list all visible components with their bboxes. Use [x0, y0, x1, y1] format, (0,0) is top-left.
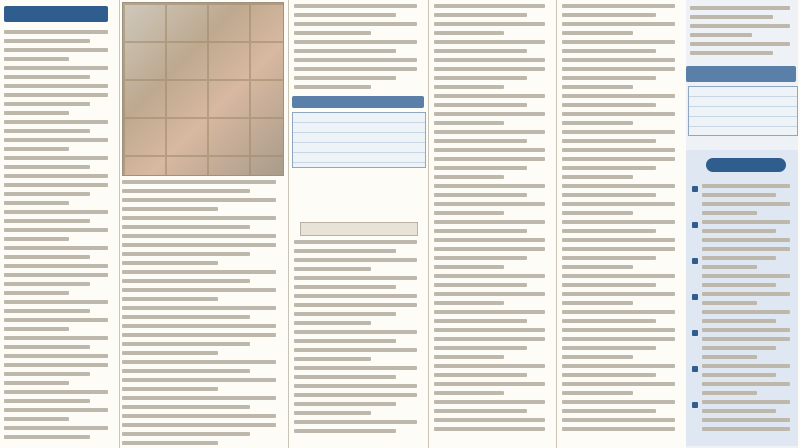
text-line — [4, 273, 108, 277]
text-line — [562, 175, 633, 179]
text-line — [562, 301, 633, 305]
text-line — [434, 166, 527, 170]
text-line — [434, 364, 545, 368]
text-line — [294, 4, 417, 8]
text-line — [562, 67, 675, 71]
text-line — [4, 336, 108, 340]
text-line — [294, 285, 396, 289]
text-line — [122, 261, 218, 265]
text-line — [294, 402, 396, 406]
column-3-text-bottom — [294, 240, 422, 438]
text-line — [434, 4, 545, 8]
text-line — [4, 237, 69, 241]
text-line — [562, 256, 656, 260]
text-line — [122, 324, 276, 328]
text-line — [4, 147, 69, 151]
text-line — [434, 184, 545, 188]
text-line — [294, 303, 417, 307]
text-line — [434, 328, 545, 332]
text-line — [4, 192, 90, 196]
text-line — [4, 102, 90, 106]
text-line — [702, 418, 790, 422]
text-line — [434, 256, 527, 260]
text-line — [122, 396, 276, 400]
text-line — [434, 409, 527, 413]
text-line — [4, 129, 90, 133]
text-line — [434, 112, 545, 116]
text-line — [122, 414, 276, 418]
text-line — [434, 391, 504, 395]
text-line — [4, 426, 108, 430]
text-line — [562, 193, 656, 197]
text-line — [122, 297, 218, 301]
text-line — [4, 408, 108, 412]
text-line — [562, 76, 656, 80]
text-line — [434, 373, 527, 377]
text-line — [294, 276, 417, 280]
text-line — [562, 337, 675, 341]
text-line — [434, 247, 545, 251]
text-line — [562, 13, 656, 17]
answer-key-table — [292, 112, 426, 168]
text-line — [434, 265, 504, 269]
text-line — [4, 165, 90, 169]
text-line — [434, 292, 545, 296]
text-line — [702, 184, 790, 188]
text-line — [562, 382, 675, 386]
text-line — [294, 67, 417, 71]
text-line — [562, 121, 633, 125]
text-line — [4, 93, 108, 97]
text-line — [562, 22, 675, 26]
text-line — [434, 319, 527, 323]
text-line — [562, 427, 675, 431]
text-line — [562, 85, 633, 89]
text-line — [562, 274, 675, 278]
text-line — [294, 348, 417, 352]
text-line — [4, 246, 108, 250]
text-line — [562, 211, 633, 215]
text-line — [294, 294, 417, 298]
text-line — [434, 211, 504, 215]
text-line — [562, 58, 675, 62]
sidebar-text-top — [690, 6, 794, 60]
text-line — [562, 40, 675, 44]
text-line — [122, 315, 250, 319]
text-line — [434, 148, 545, 152]
text-line — [562, 4, 675, 8]
text-line — [4, 354, 108, 358]
text-line — [434, 310, 545, 314]
column-divider — [288, 0, 289, 448]
text-line — [562, 202, 675, 206]
text-line — [562, 283, 656, 287]
text-line — [434, 58, 545, 62]
text-line — [122, 360, 276, 364]
text-line — [294, 58, 417, 62]
text-line — [702, 265, 757, 269]
text-line — [434, 400, 545, 404]
text-line — [702, 355, 757, 359]
bullet-icon — [692, 402, 698, 408]
text-line — [562, 103, 656, 107]
text-line — [4, 84, 108, 88]
text-line — [434, 202, 545, 206]
text-line — [294, 330, 417, 334]
text-line — [562, 166, 656, 170]
text-line — [434, 76, 527, 80]
text-line — [702, 319, 776, 323]
text-line — [294, 429, 396, 433]
text-line — [122, 207, 218, 211]
text-line — [122, 432, 250, 436]
text-line — [122, 234, 276, 238]
text-line — [562, 310, 675, 314]
text-line — [702, 283, 776, 287]
text-line — [562, 238, 675, 242]
text-line — [562, 346, 656, 350]
text-line — [434, 238, 545, 242]
text-line — [434, 49, 527, 53]
text-line — [434, 229, 527, 233]
text-line — [434, 103, 527, 107]
column-4-text — [434, 4, 550, 436]
text-line — [702, 409, 776, 413]
text-line — [294, 49, 396, 53]
text-line — [702, 310, 790, 314]
text-line — [434, 121, 504, 125]
text-line — [294, 249, 396, 253]
text-line — [702, 400, 790, 404]
text-line — [122, 288, 276, 292]
text-line — [690, 33, 752, 37]
text-line — [562, 409, 656, 413]
text-line — [122, 252, 250, 256]
text-line — [434, 346, 527, 350]
text-line — [690, 51, 773, 55]
text-line — [434, 283, 527, 287]
text-line — [4, 30, 108, 34]
text-line — [4, 66, 108, 70]
text-line — [702, 211, 757, 215]
text-line — [294, 31, 371, 35]
text-line — [4, 174, 108, 178]
text-line — [434, 157, 545, 161]
bullet-icon — [692, 330, 698, 336]
text-line — [294, 267, 371, 271]
text-line — [702, 202, 790, 206]
text-line — [122, 225, 250, 229]
text-line — [434, 355, 504, 359]
text-line — [4, 345, 90, 349]
text-line — [122, 387, 218, 391]
text-line — [122, 441, 218, 445]
text-line — [562, 247, 675, 251]
text-line — [434, 193, 527, 197]
text-line — [122, 198, 276, 202]
text-line — [4, 435, 90, 439]
text-line — [294, 13, 396, 17]
text-line — [294, 366, 417, 370]
column-divider — [556, 0, 557, 448]
text-line — [294, 339, 396, 343]
text-line — [562, 400, 675, 404]
text-line — [294, 22, 417, 26]
bullet-icon — [692, 294, 698, 300]
text-line — [294, 384, 417, 388]
text-line — [4, 318, 108, 322]
text-line — [702, 346, 776, 350]
column-4 — [430, 0, 554, 448]
text-line — [122, 369, 250, 373]
text-line — [4, 120, 108, 124]
text-line — [562, 220, 675, 224]
column-1 — [0, 0, 118, 448]
text-line — [690, 6, 790, 10]
text-line — [562, 364, 675, 368]
text-line — [434, 337, 545, 341]
text-line — [294, 76, 396, 80]
text-line — [4, 57, 69, 61]
text-line — [434, 382, 545, 386]
text-line — [562, 139, 656, 143]
text-line — [4, 300, 108, 304]
text-line — [434, 13, 527, 17]
answer-key-header — [292, 96, 424, 108]
bullet-icon — [692, 222, 698, 228]
tips-text — [702, 184, 794, 436]
text-line — [4, 228, 108, 232]
text-line — [562, 94, 675, 98]
text-line — [562, 148, 675, 152]
text-line — [434, 274, 545, 278]
text-line — [702, 220, 790, 224]
text-line — [434, 22, 545, 26]
text-line — [122, 423, 276, 427]
text-line — [702, 337, 790, 341]
text-line — [434, 418, 545, 422]
text-line — [562, 157, 675, 161]
text-line — [4, 282, 90, 286]
text-line — [562, 229, 656, 233]
sidebar-answer-header — [686, 66, 796, 82]
text-line — [294, 312, 396, 316]
text-line — [294, 321, 371, 325]
text-line — [4, 201, 69, 205]
column-5-text — [562, 4, 680, 436]
sidebar-answer-table — [688, 86, 798, 136]
text-line — [434, 85, 504, 89]
text-line — [294, 85, 371, 89]
text-line — [4, 111, 69, 115]
text-line — [294, 240, 417, 244]
text-line — [122, 243, 276, 247]
bullet-icon — [692, 366, 698, 372]
text-line — [4, 327, 69, 331]
text-line — [122, 306, 276, 310]
text-line — [434, 175, 504, 179]
text-line — [434, 427, 545, 431]
text-line — [434, 94, 545, 98]
text-line — [294, 40, 417, 44]
text-line — [4, 390, 108, 394]
text-line — [122, 378, 276, 382]
text-line — [434, 301, 504, 305]
text-line — [434, 67, 545, 71]
text-line — [122, 189, 250, 193]
text-line — [294, 411, 371, 415]
text-line — [690, 15, 773, 19]
text-line — [562, 112, 675, 116]
bullet-icon — [692, 258, 698, 264]
text-line — [4, 156, 108, 160]
text-line — [702, 391, 757, 395]
text-line — [434, 40, 545, 44]
subsection-header — [300, 222, 418, 236]
text-line — [702, 247, 790, 251]
text-line — [702, 301, 757, 305]
text-line — [434, 31, 504, 35]
text-line — [690, 24, 790, 28]
text-line — [4, 399, 90, 403]
text-line — [4, 210, 108, 214]
text-line — [562, 265, 633, 269]
text-line — [562, 328, 675, 332]
text-line — [4, 255, 90, 259]
text-line — [294, 375, 396, 379]
text-line — [4, 39, 90, 43]
text-line — [702, 256, 776, 260]
column-2-text — [122, 180, 282, 448]
text-line — [122, 216, 276, 220]
text-line — [294, 420, 417, 424]
text-line — [702, 373, 776, 377]
text-line — [4, 183, 108, 187]
text-line — [562, 130, 675, 134]
text-line — [702, 193, 776, 197]
text-line — [4, 381, 69, 385]
text-line — [702, 382, 790, 386]
text-line — [702, 238, 790, 242]
text-line — [4, 138, 108, 142]
text-line — [4, 417, 69, 421]
text-line — [4, 372, 90, 376]
tips-header — [706, 158, 786, 172]
text-line — [702, 229, 776, 233]
column-3-text-top — [294, 4, 422, 94]
text-line — [690, 42, 790, 46]
text-line — [562, 292, 675, 296]
text-line — [702, 328, 790, 332]
text-line — [702, 274, 790, 278]
text-line — [294, 357, 371, 361]
text-line — [4, 309, 90, 313]
text-line — [562, 355, 633, 359]
text-line — [562, 391, 633, 395]
text-line — [4, 264, 108, 268]
text-line — [122, 342, 250, 346]
column-5 — [558, 0, 684, 448]
section-header — [4, 6, 108, 22]
text-line — [562, 418, 675, 422]
text-line — [4, 363, 108, 367]
text-line — [434, 139, 527, 143]
text-line — [702, 292, 790, 296]
text-line — [562, 373, 656, 377]
bullet-icon — [692, 186, 698, 192]
text-line — [122, 405, 250, 409]
text-line — [294, 393, 417, 397]
column-divider — [428, 0, 429, 448]
text-line — [122, 351, 218, 355]
text-line — [562, 49, 656, 53]
text-line — [434, 130, 545, 134]
column-1-text — [4, 30, 112, 444]
text-line — [4, 219, 90, 223]
text-line — [122, 270, 276, 274]
text-line — [434, 220, 545, 224]
text-line — [294, 258, 417, 262]
text-line — [562, 319, 656, 323]
text-line — [562, 31, 633, 35]
fish-market-photo — [122, 2, 284, 176]
text-line — [4, 75, 90, 79]
text-line — [122, 279, 250, 283]
text-line — [4, 48, 108, 52]
text-line — [122, 333, 276, 337]
text-line — [702, 427, 790, 431]
text-line — [702, 364, 790, 368]
text-line — [4, 291, 69, 295]
text-line — [122, 180, 276, 184]
text-line — [562, 184, 675, 188]
